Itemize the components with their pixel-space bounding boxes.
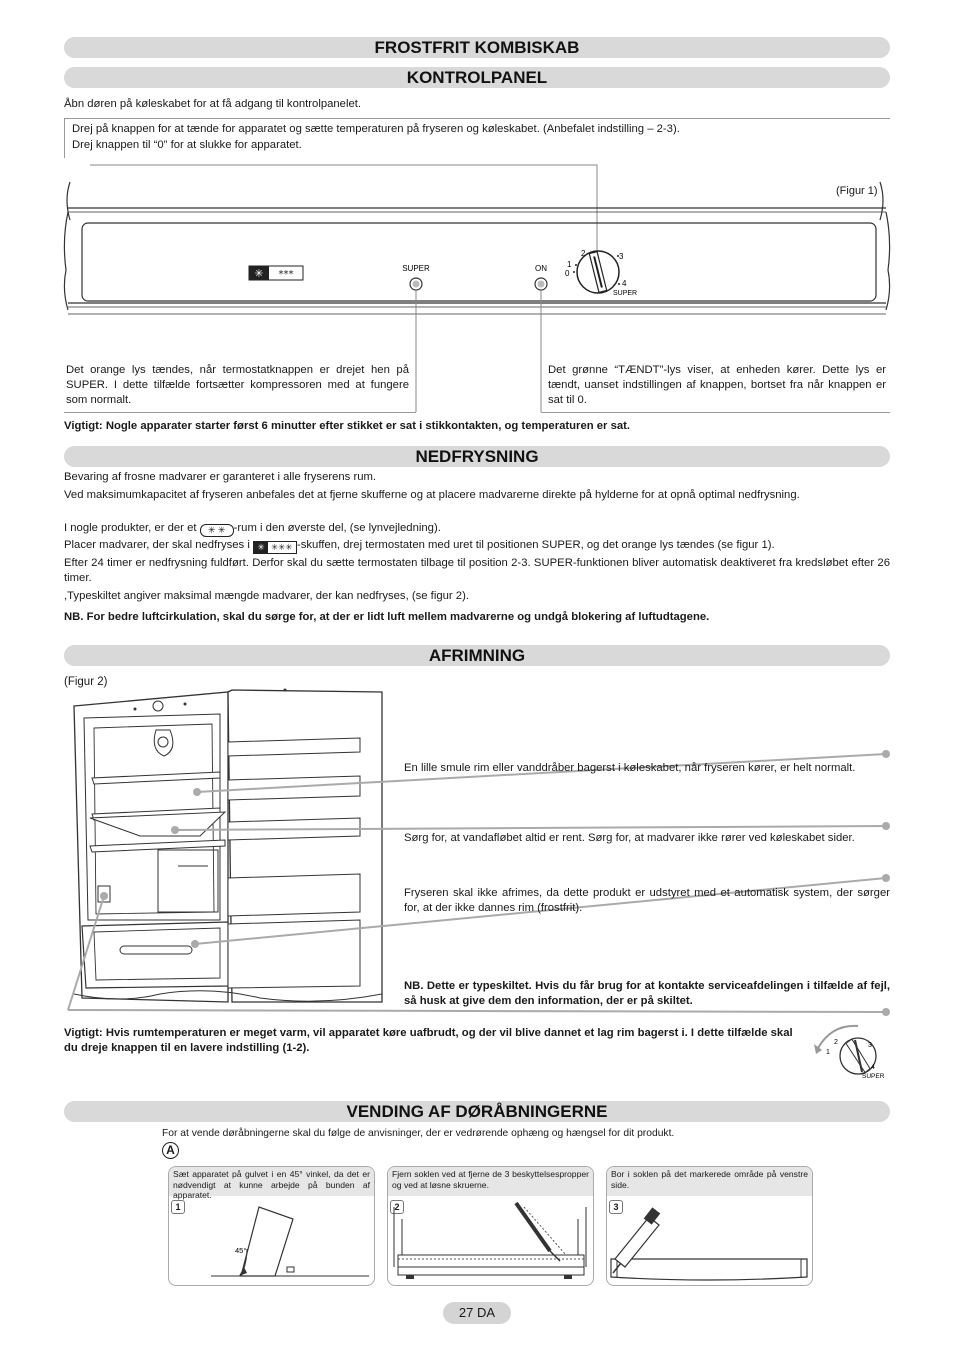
two-star-compartment-icon: ✳ ✳ [200,524,234,537]
step-3-card [606,1166,813,1286]
left-note-underline [64,412,416,413]
dial-mark-3: 3 [619,252,624,261]
nedfrysning-p4-end: -skuffen, drej termostaten med uret til positionen SUPER, og det orange lys tændes (se figur 1). [297,539,775,551]
dial-mark-super: SUPER [613,290,638,297]
step-1-number: 1 [171,1200,185,1214]
small-dial-mark-4: 4 [871,1064,875,1071]
instruction-line-1: Drej på knappen for at tænde for apparatet og sætte temperaturen på fryseren og køleskabet. (Anbefalet indstilling – 2-3). [72,123,680,135]
document-title: FROSTFRIT KOMBISKAB [64,37,890,58]
kontrol-important: Vigtigt: Nogle apparater starter først 6 minutter efter stikket er sat i stikkontakten, og temperaturen er sat. [64,420,631,432]
angle-label: 45° [235,1246,247,1255]
step-2-card [387,1166,594,1286]
afrimning-note-2: Sørg for, at vandafløbet altid er rent. Sørg for, at madvarer ikke rører ved køleskabet sider. [404,832,855,844]
section-heading-kontrolpanel: KONTROLPANEL [64,67,890,88]
section-heading-vending: VENDING AF DØRÅBNINGERNE [64,1101,890,1122]
nedfrysning-p1: Bevaring af frosne madvarer er garanteret i alle fryserens rum. [64,471,377,483]
step-2-number: 2 [390,1200,404,1214]
nedfrysning-p4-start: Placer madvarer, der skal nedfryses i [64,539,250,551]
section-heading-afrimning: AFRIMNING [64,645,890,666]
afrimning-note-1: En lille smule rim eller vanddråber bagerst i køleskabet, når fryseren kører, er helt normalt. [404,762,856,774]
small-dial-mark-2: 2 [834,1039,838,1046]
section-a-badge: A [162,1142,179,1159]
fridge-interior-figure [60,686,894,1016]
instruction-box-top [64,118,890,119]
dial-mark-0: 0 [565,269,570,278]
step-1-illustration [169,1197,374,1286]
afrimning-note-3: Fryseren skal ikke afrimes, da dette produkt er udstyret med et automatisk system, der sørger for, at der ikke dannes rim (frostfrit). [404,887,890,914]
step-2-text: Fjern soklen ved at fjerne de 3 beskyttelsespropper og ved at løsne skruerne. [388,1167,593,1196]
freezer-stars-label: *** [278,269,294,280]
step-2-illustration [388,1197,593,1286]
afrimning-important: Vigtigt: Hvis rumtemperaturen er meget varm, vil apparatet køre uafbrudt, og der vil blive dannet et lag rim bagerst i. I dette tilfælde skal du dreje knappen til en lavere indstilling (1-2). [64,1027,793,1054]
svg-text:✳: ✳ [254,267,264,280]
right-note-underline [541,412,890,413]
dial-mark-4: 4 [622,279,627,288]
instruction-box-left [64,118,65,158]
step-3-number: 3 [609,1200,623,1214]
freezer-drawer-icon: ✳ ✳✳✳ [253,541,297,554]
small-dial-mark-1: 1 [826,1049,830,1056]
step-1-text: Sæt apparatet på gulvet i en 45° vinkel, da det er nødvendigt at kunne arbejde på bunden af apparatet. [169,1167,374,1196]
vending-intro: For at vende døråbningerne skal du følge de anvisninger, der er vedrørende ophæng og hængsel for dit produkt. [162,1128,675,1139]
nedfrysning-p3 [64,521,441,537]
step-1-card [168,1166,375,1286]
dial-mark-1: 1 [567,260,572,269]
nedfrysning-p5: Efter 24 timer er nedfrysning fuldført. Derfor skal du sætte termostaten tilbage til position 2-3. SUPER-funktionen bliver automatisk deaktiveret fra kredsløbet efter 26 timer. [64,557,890,584]
figure-1-label: (Figur 1) [836,185,878,197]
rating-plate-note: NB. Dette er typeskiltet. Hvis du får brug for at kontakte serviceafdelingen i tilfælde af fejl, så husk at give dem den information, der er på skiltet. [404,980,890,1007]
nedfrysning-p2: Ved maksimumkapacitet af fryseren anbefales det at fjerne skufferne og at placere madvarerne direkte på hylderne for at opnå optimal nedfrysning. [64,489,800,501]
lower-setting-dial-figure [812,1020,892,1082]
nedfrysning-p4 [64,538,775,554]
nedfrysning-p3-start: I nogle produkter, er der et [64,522,197,534]
nedfrysning-p3-end: -rum i den øverste del, (se lynvejledning). [233,522,441,534]
super-light-note: Det orange lys tændes, når termostatknappen er drejet hen på SUPER. I dette tilfælde fortsætter kompressoren med at fungere som normalt. [66,364,409,406]
step-3-text: Bor i soklen på det markerede område på venstre side. [607,1167,812,1196]
kontrol-intro: Åbn døren på køleskabet for at få adgang til kontrolpanelet. [64,98,362,110]
page-number: 27 DA [443,1302,511,1324]
step-3-illustration [607,1197,812,1286]
on-light-label: ON [535,264,547,273]
small-dial-mark-3: 3 [868,1042,872,1049]
on-light-note: Det grønne “TÆNDT”-lys viser, at enheden kører. Dette lys er tændt, uanset indstillingen af knappen, bortset fra når knappen er sat til 0. [548,364,886,406]
super-light-label: SUPER [402,264,430,273]
section-heading-nedfrysning: NEDFRYSNING [64,446,890,467]
nedfrysning-p6: ,Typeskiltet angiver maksimal mængde madvarer, der kan nedfryses, (se figur 2). [64,590,469,602]
figure-2-label: (Figur 2) [64,676,108,688]
small-dial-mark-super: SUPER [862,1073,885,1080]
instruction-line-2: Drej knappen til “0” for at slukke for apparatet. [72,139,302,151]
nedfrysning-nb: NB. For bedre luftcirkulation, skal du sørge for, at der er lidt luft mellem madvarerne og undgå blokering af luftudtagene. [64,611,710,623]
dial-mark-2: 2 [581,249,586,258]
